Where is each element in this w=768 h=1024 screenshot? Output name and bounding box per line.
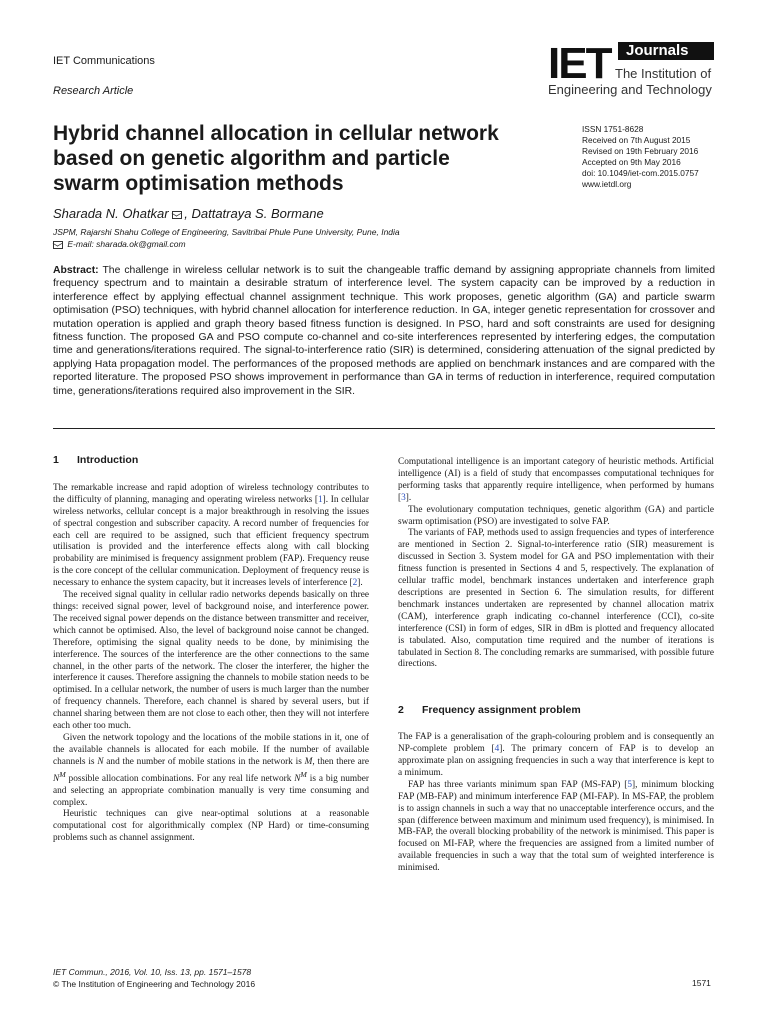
logo-iet-text: IET bbox=[548, 39, 611, 88]
author-list bbox=[53, 206, 324, 221]
page-number: 1571 bbox=[692, 978, 711, 988]
revised-date: Revised on 19th February 2016 bbox=[582, 146, 699, 156]
abstract-text: The challenge in wireless cellular network is to suit the changeable traffic demand by assigning appropriate channels from limited frequency spectrum and to maintain a desirable stratum of interference level. The system capacity can be improved by a reduction in interference effect by applying effectual channel assignment technique. This work proposes, genetic algorithm (GA) and particle swarm optimisation (PSO) techniques, with hybrid channel allocation for interference reduction. In GA, integer genetic representation for crossover and mutation operation is applied and graph theory based fitness function is designed. In PSO, hard and soft constraints are used for designing fitness function. The proposed GA and PSO compute co-channel and co-site interferences represented by interfering edges, the computation time and generations/iterations required. The signal-to-interference ratio (SIR) is determined, considering attenuation of the signal predicted by applying Hata propagation model. The performances of the proposed methods are applied on benchmark instances and are compared with the reported literature. The proposed PSO shows improvement in performance than GA in terms of reduction in interference, required computation time, generations/iterations required also improvement in the SIR. bbox=[53, 265, 715, 397]
abstract-label: Abstract: bbox=[53, 265, 99, 276]
abstract bbox=[53, 264, 715, 398]
issn: ISSN 1751-8628 bbox=[582, 124, 644, 134]
title-line: Hybrid channel allocation in cellular network bbox=[53, 122, 499, 145]
paragraph: The FAP is a generalisation of the graph-colouring problem and is consequently an NP-complete problem [4]. The primary concern of FAP is to develop an approximate plan on assigning frequencies in such a way that interference is kept to a minimum. bbox=[398, 732, 715, 778]
citation-link[interactable]: 2 bbox=[352, 578, 358, 589]
paragraph: Given the network topology and the locations of the mobile stations in it, one of the available channels is allocated for each mobile. If the number of available channels is N and the number of mobile stations in the network is M, then there are $N^M$ possible allocation combinations. For any real life network $N^M$ is a big number and selecting an appropriate combination manually is very time consuming and complex. bbox=[53, 732, 370, 808]
affiliation-block bbox=[53, 226, 400, 250]
article-metadata bbox=[582, 124, 699, 190]
right-column bbox=[398, 457, 714, 875]
citation-link[interactable]: 1 bbox=[318, 494, 323, 505]
website-link[interactable]: www.ietdl.org bbox=[582, 179, 632, 189]
section-heading bbox=[398, 705, 714, 717]
title-line: based on genetic algorithm and particle bbox=[53, 147, 450, 170]
paragraph: The evolutionary computation techniques, genetic algorithm (GA) and particle swarm optimisation (PSO) are investigated to solve FAP. bbox=[398, 504, 714, 527]
author-name: , Dattatraya S. Bormane bbox=[184, 206, 324, 221]
citation-link[interactable]: 5 bbox=[627, 779, 633, 790]
section-heading bbox=[53, 455, 369, 467]
left-column bbox=[53, 455, 369, 845]
logo-institution-line1: The Institution of bbox=[615, 66, 712, 81]
section-title: Introduction bbox=[77, 454, 139, 466]
paragraph: The variants of FAP, methods used to assign frequencies and types of interference are mentioned in Section 2. Signal-to-interference ratio (SIR) measurement is discussed in Section 3. System model for GA and PSO implementation with their fitness function is presented in Sections 4 and 5, respectively. The explanation of cellular traffic model, benchmark instances undertaken and interference graph descriptions are presented in Section 6. The simulation results, for different benchmark instances undertaken are represented by channel allocation matrix (CAM), interference graph indicating co-channel interference (CCI), co-site interference (CSI) in form of edges, SIR in dBm is plotted and frequency allocated is tabulated. Also, computation time required and the number of iterations is tabulated in Section 8. The concluding remarks are summarised, with possible future directions. bbox=[398, 528, 714, 670]
article-type: Research Article bbox=[53, 85, 134, 97]
divider bbox=[53, 428, 715, 429]
paragraph: Computational intelligence is an important category of heuristic methods. Artificial intelligence (AI) is a field of study that encompasses computational techniques for performing tasks that apparently require intelligence, when performed by humans [3]. bbox=[398, 457, 714, 503]
paragraph: The received signal quality in cellular radio networks depends basically on three things: received signal power, level of background noise, and interference power. The received signal power depends on the distance between transmitter and receiver, which cannot be optimised. Also, the level of background noise cannot be changed. Therefore, optimising the signal quality needs to be done, by minimising the interference. The sources of the interference are the other connections to the same channel, in the other parts of the network. The closer the interferer, the higher the interference it causes. Therefore assigning the channels to mobile station needs to be optimised. In a cellular network, the number of users is much larger than the number of frequency channels. Therefore, each channel is shared by several users, but if channel sharing between them are not close to each other, then they will not interfere each other too much. bbox=[53, 590, 369, 732]
paper-title bbox=[53, 121, 563, 196]
doi[interactable]: doi: 10.1049/iet-com.2015.0757 bbox=[582, 168, 699, 178]
section-title: Frequency assignment problem bbox=[422, 704, 581, 717]
citation-link[interactable]: 3 bbox=[401, 492, 406, 503]
section-number: 1 bbox=[53, 454, 59, 466]
email[interactable]: E-mail: sharada.ok@gmail.com bbox=[67, 239, 186, 249]
paragraph: Heuristic techniques can give near-optimal solutions at a reasonable computational cost for algorithmically complex (NP Hard) or time-consuming problems such as channel assignment. bbox=[53, 809, 369, 844]
paragraph: FAP has three variants minimum span FAP (MS-FAP) [5], minimum blocking FAP (MB-FAP) and minimum interference FAP (MI-FAP). In MS-FAP, the problem is to assign channels in such a way that no unacceptable interference occurs, and the span (difference between maximum and minimum used frequency), is minimised. In MB-FAP, the overall blocking probability of the network is minimised. This paper is focused on MI-FAP, where the frequencies are assigned from a limited number of available frequencies in such a way that the total sum of weighted interference is minimised. bbox=[398, 779, 715, 874]
section-number: 2 bbox=[398, 704, 404, 717]
received-date: Received on 7th August 2015 bbox=[582, 135, 691, 145]
title-line: swarm optimisation methods bbox=[53, 172, 344, 195]
mail-icon bbox=[53, 241, 63, 249]
iet-journals-logo bbox=[548, 39, 718, 100]
paragraph: The remarkable increase and rapid adoption of wireless technology contributes to the difficulty of planning, managing and operating wireless networks [1]. In cellular wireless networks, cellular concept is a major breakthrough in resolving the issues of spectral congestion and subscriber capacity. A record number of frequencies for each cell are required to be assigned, such that efficient frequency spectrum utilisation is provided and the interference effects along with call blocking probability are minimised is frequency assignment problem (FAP). Frequency reuse is the core concept of the cellular communication. Deployment of frequency reuse is necessary to enhance the system capacity, but it increases levels of interference [2]. bbox=[53, 482, 369, 589]
journal-name: IET Communications bbox=[53, 55, 155, 67]
affiliation: JSPM, Rajarshi Shahu College of Engineering, Savitribai Phule Pune University, Pune, India bbox=[53, 227, 400, 237]
author-name: Sharada N. Ohatkar bbox=[53, 206, 169, 221]
logo-journals-text: Journals bbox=[626, 42, 689, 59]
accepted-date: Accepted on 9th May 2016 bbox=[582, 157, 681, 167]
footer-copyright: © The Institution of Engineering and Technology 2016 bbox=[53, 979, 256, 989]
logo-institution-line2: Engineering and Technology bbox=[548, 82, 712, 97]
footer-citation: IET Commun., 2016, Vol. 10, Iss. 13, pp. 1571–1578 bbox=[53, 967, 252, 977]
citation-link[interactable]: 4 bbox=[494, 744, 500, 755]
footer bbox=[53, 966, 255, 990]
mail-icon[interactable] bbox=[172, 211, 182, 219]
